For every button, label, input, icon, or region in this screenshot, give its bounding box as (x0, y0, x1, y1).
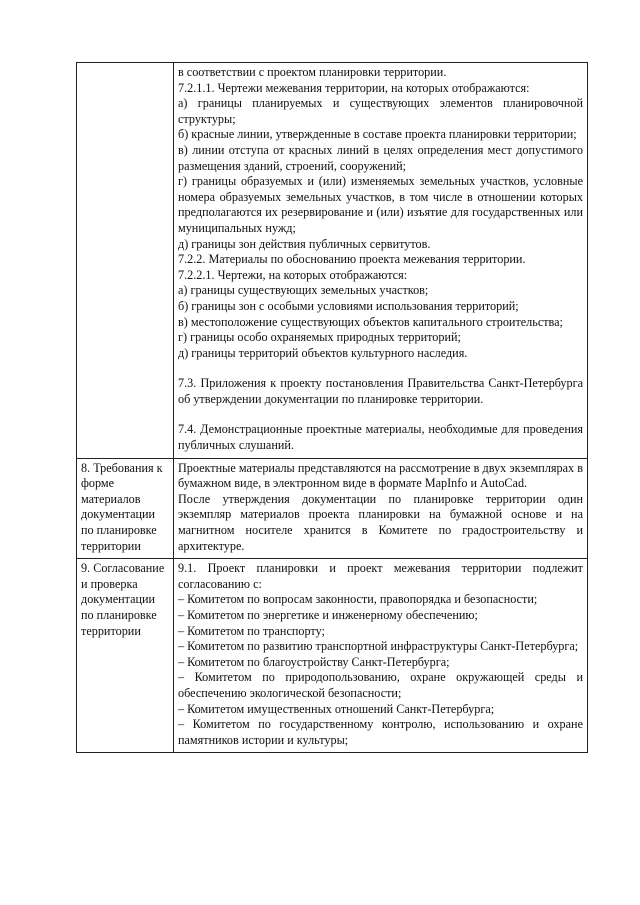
paragraph: г) границы особо охраняемых природных территорий; (178, 330, 461, 345)
paragraph: 7.2.1.1. Чертежи межевания территории, на которых отображаются: (178, 80, 530, 95)
table-row (77, 458, 588, 559)
section-heading: 9. Согласование и проверка документации по планировке территории (81, 561, 165, 638)
paragraph: а) границы существующих земельных участков; (178, 283, 429, 298)
paragraph: – Комитетом имущественных отношений Санкт-Петербурга; (178, 701, 495, 716)
paragraph: д) границы территорий объектов культурного наследия. (178, 345, 468, 360)
section-content-cell (174, 458, 588, 559)
paragraph: а) границы планируемых и существующих элементов планировочной структуры; (178, 96, 583, 126)
paragraph: – Комитетом по развитию транспортной инфраструктуры Санкт-Петербурга; (178, 639, 579, 654)
paragraph: 7.4. Демонстрационные проектные материалы, необходимые для проведения публичных слушаний. (178, 422, 583, 453)
paragraph: в соответствии с проектом планировки территории. (178, 65, 447, 79)
paragraph: 7.2.2.1. Чертежи, на которых отображаются: (178, 267, 408, 282)
paragraph: б) красные линии, утвержденные в составе проекта планировки территории; (178, 127, 577, 142)
section-heading-cell (77, 63, 174, 459)
paragraph: 7.2.2. Материалы по обоснованию проекта межевания территории. (178, 252, 526, 267)
section-heading-cell (77, 458, 174, 559)
paragraph-spacer (178, 361, 583, 376)
section-heading: 8. Требования к форме материалов документации по планировке территории (81, 460, 163, 553)
section-content-cell (174, 559, 588, 753)
paragraph: б) границы зон с особыми условиями использования территорий; (178, 298, 519, 313)
paragraph: 7.3. Приложения к проекту постановления Правительства Санкт-Петербурга об утверждении документации по планировке территории. (178, 376, 583, 406)
paragraph-spacer (178, 407, 583, 422)
paragraph: – Комитетом по транспорту; (178, 623, 325, 638)
table-row (77, 63, 588, 459)
paragraph: 9.1. Проект планировки и проект межевания территории подлежит согласованию с: (178, 561, 583, 591)
section-content-cell (174, 63, 588, 459)
paragraph: После утверждения документации по планировке территории один экземпляр материалов проекта планировки на бумажной основе и на магнитном носителе хранится в Комитете по градостроительству и архитектуре. (178, 491, 583, 553)
paragraph: в) местоположение существующих объектов капитального строительства; (178, 314, 563, 329)
paragraph: д) границы зон действия публичных сервитутов. (178, 236, 431, 251)
paragraph: – Комитетом по вопросам законности, правопорядка и безопасности; (178, 592, 538, 607)
paragraph: – Комитетом по благоустройству Санкт-Петербурга; (178, 654, 450, 669)
paragraph: г) границы образуемых и (или) изменяемых земельных участков, условные номера образуемых земельных участков, в том числе в отношении которых предполагаются их резервирование и (или) изъятие для государственных или муниципальных нужд; (178, 174, 583, 235)
paragraph: – Комитетом по государственному контролю, использованию и охране памятников истории и культуры; (178, 717, 583, 747)
paragraph: Проектные материалы представляются на рассмотрение в двух экземплярах в бумажном виде, в электронном виде в формате MapInfo и AutoCad. (178, 460, 583, 491)
paragraph: в) линии отступа от красных линий в целях определения мест допустимого размещения зданий, строений, сооружений; (178, 142, 583, 173)
table-row (77, 559, 588, 753)
section-heading-cell (77, 559, 174, 753)
requirements-table (76, 62, 588, 753)
paragraph: – Комитетом по природопользованию, охране окружающей среды и обеспечению экологической безопасности; (178, 670, 583, 700)
paragraph: – Комитетом по энергетике и инженерному обеспечению; (178, 608, 478, 622)
